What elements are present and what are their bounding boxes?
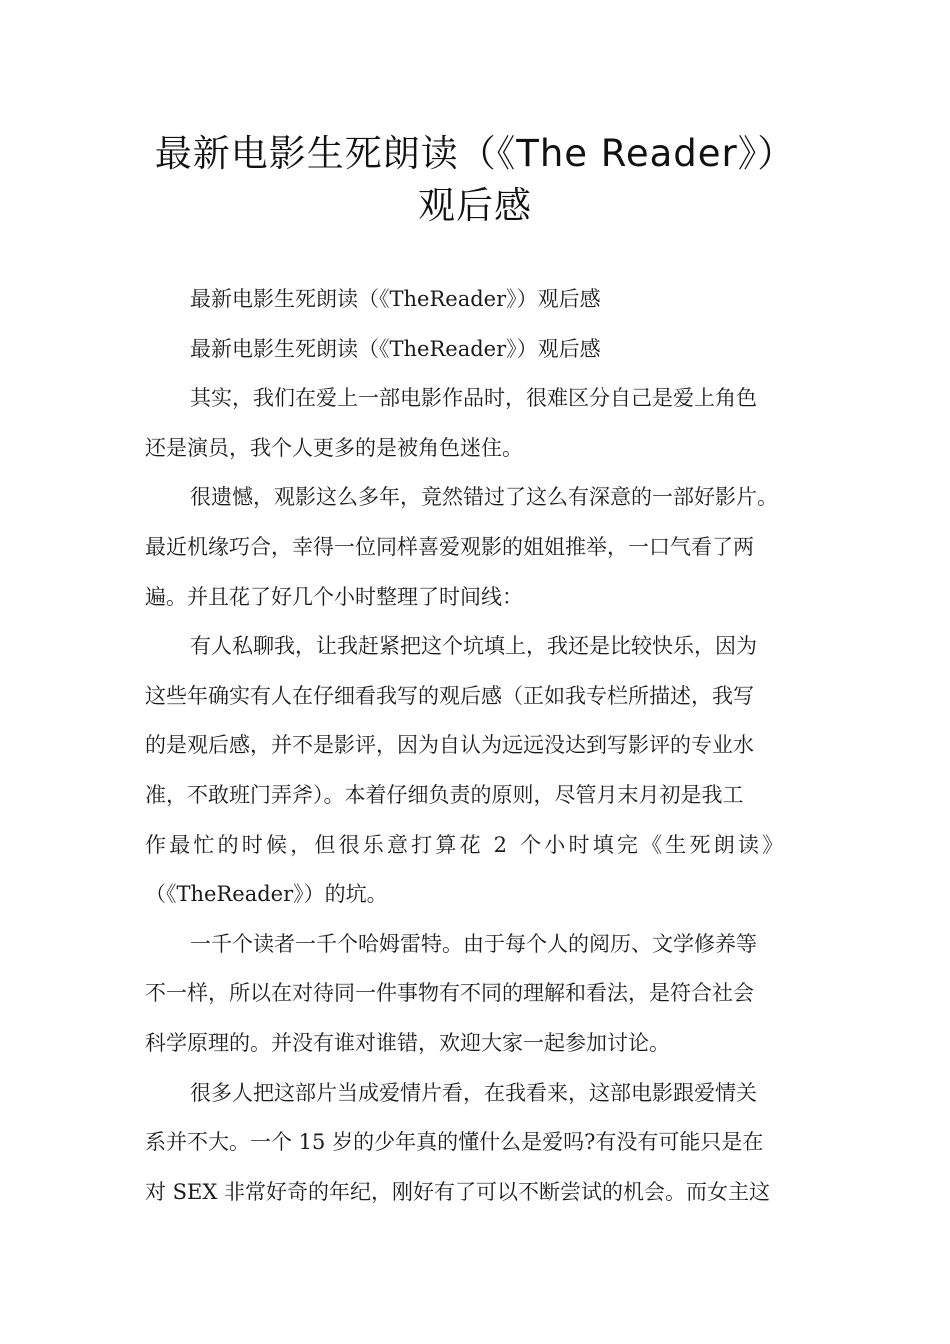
text-line: 最新电影生死朗读（《TheReader》）观后感 (190, 287, 601, 311)
document-title-line-2: 观后感 (418, 184, 532, 227)
text-line: （《TheReader》）的坑。 (145, 882, 388, 907)
text-line: 还是演员，我个人更多的是被角色迷住。 (145, 435, 523, 460)
text-line: 很多人把这部片当成爱情片看，在我看来，这部电影跟爱情关 (190, 1080, 757, 1105)
text-line: 系并不大。一个 15 岁的少年真的懂什么是爱吗?有没有可能只是在 (145, 1130, 764, 1155)
text-line: 作最忙的时候，但很乐意打算花 2 个小时填完《生死朗读》 (145, 832, 787, 857)
text-line: 这些年确实有人在仔细看我写的观后感（正如我专栏所描述，我写 (145, 683, 754, 708)
text-line: 对 SEX 非常好奇的年纪，刚好有了可以不断尝试的机会。而女主这 (145, 1179, 771, 1204)
text-line: 科学原理的。并没有谁对谁错，欢迎大家一起参加讨论。 (145, 1030, 670, 1055)
text-line: 准，不敢班门弄斧）。本着仔细负责的原则，尽管月末月初是我工 (145, 782, 744, 807)
document-body (145, 275, 810, 1217)
text-line: 一千个读者一千个哈姆雷特。由于每个人的阅历、文学修养等 (190, 931, 757, 956)
text-line: 有人私聊我，让我赶紧把这个坑填上，我还是比较快乐，因为 (190, 634, 757, 659)
text-line: 的是观后感，并不是影评，因为自认为远远没达到写影评的专业水 (145, 733, 754, 758)
text-line: 不一样，所以在对待同一件事物有不同的理解和看法，是符合社会 (145, 981, 754, 1006)
text-line: 其实，我们在爱上一部电影作品时，很难区分自己是爱上角色 (190, 386, 757, 411)
text-line: 遍。并且花了好几个小时整理了时间线： (145, 584, 523, 609)
text-line: 很遗憾，观影这么多年，竟然错过了这么有深意的一部好影片。 (190, 485, 778, 510)
text-line: 最新电影生死朗读（《TheReader》）观后感 (190, 336, 601, 361)
text-line: 最近机缘巧合，幸得一位同样喜爱观影的姐姐推举，一口气看了两 (145, 534, 754, 559)
document-title-line-1: 最新电影生死朗读（《The Reader》） (154, 132, 796, 175)
